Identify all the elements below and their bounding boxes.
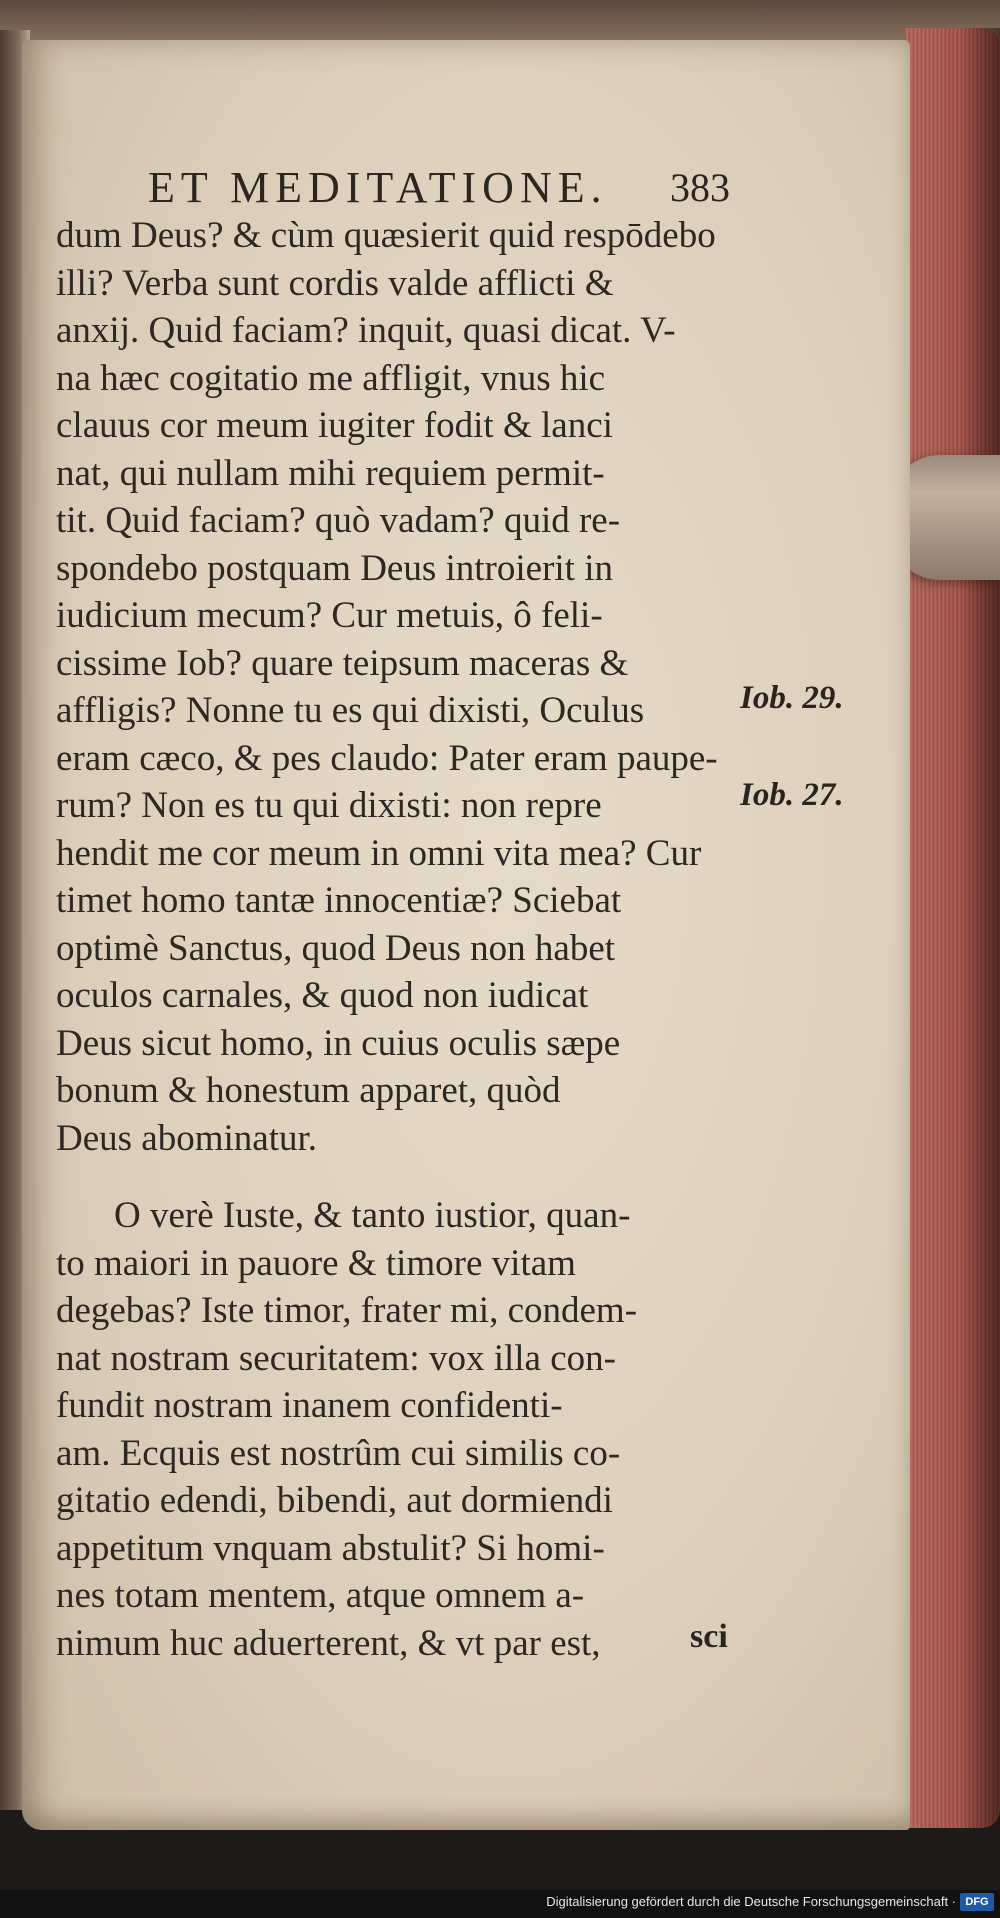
paragraph-gap — [56, 1162, 776, 1192]
text-line: eram cæco, & pes claudo: Pater eram paupe- — [56, 737, 718, 779]
text-line: bonum & honestum apparet, quòd — [56, 1070, 561, 1111]
text-line: timet homo tantæ innocentiæ? Sciebat — [56, 880, 622, 921]
text-line: nat, qui nullam mihi requiem permit- — [56, 452, 605, 494]
text-line: O verè Iuste, & tanto iustior, quan- — [114, 1195, 631, 1236]
text-line: am. Ecquis est nostrûm cui similis co- — [56, 1432, 621, 1474]
text-line: spondebo postquam Deus introierit in — [56, 547, 613, 589]
text-line: gitatio edendi, bibendi, aut dormiendi — [56, 1480, 613, 1521]
text-line: optimè Sanctus, quod Deus non habet — [56, 927, 616, 969]
text-line: tit. Quid faciam? quò vadam? quid re- — [56, 500, 621, 541]
text-line: oculos carnales, & quod non iudicat — [56, 975, 589, 1016]
page-number: 383 — [670, 165, 730, 210]
text-line: to maiori in pauore & timore vitam — [56, 1242, 576, 1284]
text-line: hendit me cor meum in omni vita mea? Cur — [56, 832, 702, 874]
footer-credit: Digitalisierung gefördert durch die Deutsche Forschungsgemeinschaft · — [546, 1894, 956, 1909]
text-line: appetitum vnquam abstulit? Si homi- — [56, 1527, 605, 1569]
text-line: nimum huc aduerterent, & vt par est, — [56, 1622, 601, 1664]
text-line: anxij. Quid faciam? inquit, quasi dicat. V- — [56, 310, 676, 351]
text-line: Deus abominatur. — [56, 1117, 318, 1159]
text-line: na hæc cogitatio me affligit, vnus hic — [56, 357, 606, 399]
text-line: nat nostram securitatem: vox illa con- — [56, 1337, 616, 1379]
page-text — [56, 212, 776, 1667]
text-line: cissime Iob? quare teipsum maceras & — [56, 642, 629, 684]
fore-edge-shadow — [960, 28, 1000, 1828]
text-line: Deus sicut homo, in cuius oculis sæpe — [56, 1022, 621, 1064]
catchword: sci — [690, 1618, 728, 1655]
dfg-logo-icon: DFG — [960, 1893, 994, 1911]
text-line: fundit nostram inanem confidenti- — [56, 1385, 563, 1426]
text-line: rum? Non es tu qui dixisti: non repre — [56, 785, 602, 826]
text-line: nes totam mentem, atque omnem a- — [56, 1575, 585, 1616]
running-head: ET MEDITATIONE. — [148, 163, 608, 212]
text-line: degebas? Iste timor, frater mi, condem- — [56, 1290, 638, 1331]
text-line: dum Deus? & cùm quæsierit quid respōdebo — [56, 215, 716, 256]
margin-note: Iob. 27. — [740, 777, 844, 813]
text-line: affligis? Nonne tu es qui dixisti, Oculus — [56, 690, 645, 731]
text-line: iudicium mecum? Cur metuis, ô feli- — [56, 595, 603, 636]
text-line: clauus cor meum iugiter fodit & lanci — [56, 405, 613, 446]
margin-note: Iob. 29. — [740, 680, 844, 716]
text-line: illi? Verba sunt cordis valde afflicti & — [56, 262, 614, 304]
